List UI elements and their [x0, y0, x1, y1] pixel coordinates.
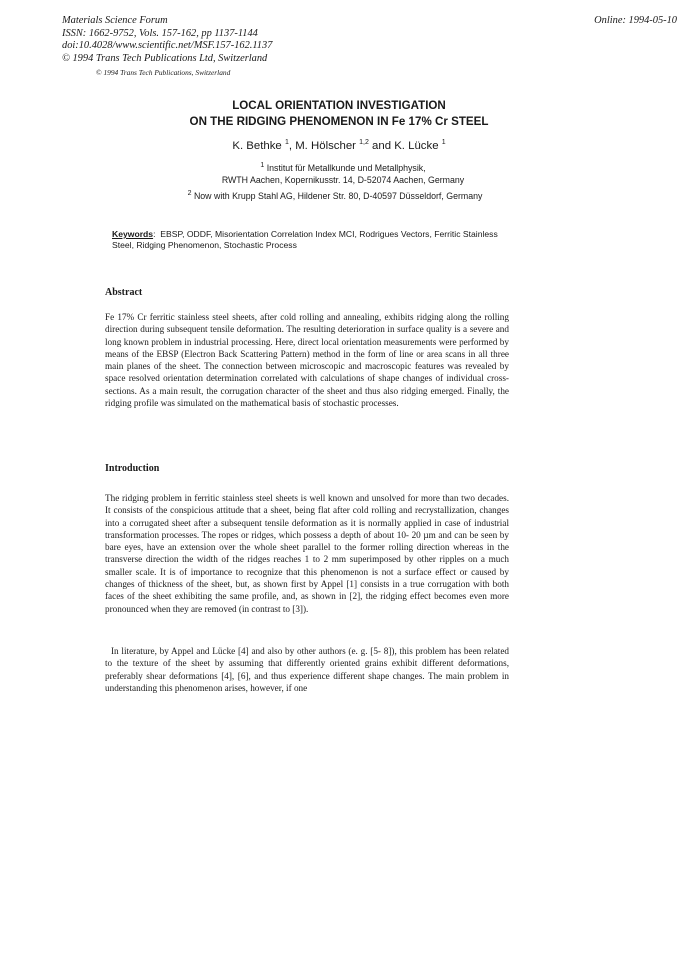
title-line-1: LOCAL ORIENTATION INVESTIGATION: [232, 99, 446, 112]
keywords-label: Keywords: [112, 229, 154, 239]
affiliation-2: [0, 188, 674, 202]
author-luecke: K. Lücke: [394, 139, 439, 152]
affiliation-2-line-1: Now with Krupp Stahl AG, Hildener Str. 80, D-40597 Düsseldorf, Germany: [193, 190, 483, 201]
author-separator: and: [368, 139, 395, 152]
issn-line: ISSN: 1662-9752, Vols. 157-162, pp 1137-1144: [62, 27, 258, 39]
affiliation-1: [4, 160, 678, 186]
introduction-heading: Introduction: [105, 463, 160, 474]
author-affiliation-mark: 1: [284, 139, 289, 146]
author-affiliation-mark: 1: [441, 139, 446, 146]
author-bethke: K. Bethke: [232, 139, 282, 152]
introduction-paragraph-2: In literature, by Appel and Lücke [4] and also by other authors (e. g. [5- 8]), this problem has been related to the texture of the sheet by assuming that differently oriented grains exhibit different deformations, preferably shear deformations [4], [6], and thus experience different shape changes. The main problem in understanding this phenomenon arises, however, if one: [105, 646, 509, 693]
author-hoelscher: M. Hölscher: [295, 139, 356, 152]
introduction-paragraph-1: The ridging problem in ferritic stainless steel sheets is well known and unsolved for more than two decades. It consists of the conspicious attitude that a sheet, being flat after cold rolling and recrystallization, changes into a corrugated sheet after a subsequent tensile deformation as it is normally applied in case of industrial transformation processes. The ropes or ridges, which possess a depth of about 10- 20 µm and can be seen by bare eyes, have an extension over the whole sheet parallel to the former rolling direction whereas in the transverse direction the width of the ridges reaches 1 to 2 mm superimposed by other ripples on a much smaller scale. It is of importance to recognize that this phenomenon is not a surface effect or caused by changes of thickness of the sheet, but, as shown first by Appel [1] consists in a true corrugation with both faces of the sheet exhibiting the same profile, and, as shown in [2], the ridging effect becomes even more pronounced when they are removed (in contrast to [3]).: [105, 493, 509, 614]
paper-title: [0, 98, 678, 129]
affiliation-mark: 2: [187, 190, 192, 197]
journal-name: Materials Science Forum: [62, 15, 168, 26]
online-date: Online: 1994-05-10: [594, 15, 677, 26]
affiliation-1-line-1: Institut für Metallkunde und Metallphysik,: [266, 162, 426, 173]
keywords-colon: :: [153, 229, 156, 239]
affiliation-1-line-2: RWTH Aachen, Kopernikusstr. 14, D-52074 Aachen, Germany: [221, 174, 465, 185]
abstract-heading: Abstract: [105, 287, 143, 298]
affiliation-mark: 1: [260, 162, 265, 169]
title-line-2: ON THE RIDGING PHENOMENON IN Fe 17% Cr STEEL: [189, 114, 489, 128]
abstract-text: Fe 17% Cr ferritic stainless steel sheets, after cold rolling and annealing, exhibits ridging along the rolling direction during subsequent tensile deformation. The resulting deterioration in surface quality is a severe and long known problem in industrial processing. Here, direct local orientation measurements were performed by means of the EBSP (Electron Back Scattering Pattern) method in the form of line or area scans in all three main planes of the sheet. The connection between microscopic and macroscopic features was revealed by space resolved orientation determination correlated with calculations of shape changes of individual cross- sections. As a main result, the corrugation character of the sheet and thus also ridging emerged. Finally, the ridging profile was simulated on the mathematical basis of stochastic processes.: [105, 312, 509, 409]
keywords-block: [112, 229, 517, 252]
author-affiliation-mark: 1,2: [359, 139, 369, 146]
author-list: [0, 139, 678, 152]
publisher-copyright: © 1994 Trans Tech Publications Ltd, Switzerland: [62, 52, 268, 64]
keywords-text: EBSP, ODDF, Misorientation Correlation Index MCI, Rodrigues Vectors, Ferritic Stainless Steel, Ridging Phenomenon, Stochastic Process: [112, 229, 498, 251]
author-separator: ,: [288, 139, 296, 152]
doi-link[interactable]: doi:10.4028/www.scientific.net/MSF.157-162.1137: [62, 40, 273, 52]
small-copyright: © 1994 Trans Tech Publications, Switzerland: [96, 68, 231, 77]
journal-header: [62, 15, 677, 65]
